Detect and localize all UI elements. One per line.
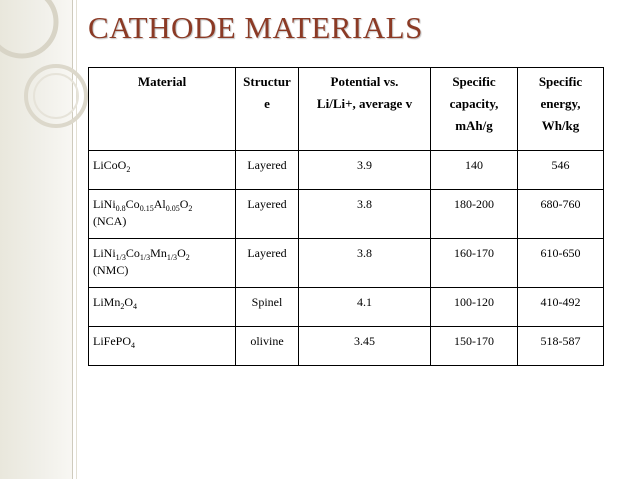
header-capacity-line2: capacity, bbox=[449, 96, 499, 111]
formula-part: Co bbox=[125, 197, 140, 211]
header-structure bbox=[236, 68, 299, 151]
cell-structure: Spinel bbox=[236, 288, 299, 327]
material-note: (NMC) bbox=[93, 263, 129, 277]
formula-part: O bbox=[177, 246, 186, 260]
formula-subscript: 4 bbox=[133, 302, 138, 311]
cell-material bbox=[89, 288, 236, 327]
header-capacity-line1: Specific bbox=[452, 74, 496, 89]
table-row bbox=[89, 327, 604, 366]
table-row bbox=[89, 190, 604, 239]
formula-part: O bbox=[179, 197, 189, 211]
cell-energy: 610-650 bbox=[518, 239, 604, 288]
ring-inner bbox=[34, 74, 78, 118]
table-header-row bbox=[89, 68, 604, 151]
cell-potential: 3.45 bbox=[299, 327, 431, 366]
formula-part: LiNi bbox=[93, 246, 116, 260]
formula-subscript: 4 bbox=[131, 341, 136, 350]
header-energy bbox=[518, 68, 604, 151]
table-row bbox=[89, 151, 604, 190]
cell-structure: Layered bbox=[236, 151, 299, 190]
formula-part: LiNi bbox=[93, 197, 116, 211]
formula-part: LiCoO bbox=[93, 158, 127, 172]
formula-subscript: 2 bbox=[188, 204, 193, 213]
header-structure-line1: Structur bbox=[243, 74, 291, 89]
table-row bbox=[89, 239, 604, 288]
formula-part: Co bbox=[125, 246, 140, 260]
header-energy-line1: Specific bbox=[538, 74, 583, 89]
cell-capacity: 150-170 bbox=[431, 327, 518, 366]
cell-material bbox=[89, 239, 236, 288]
cell-material bbox=[89, 190, 236, 239]
formula-part: Al bbox=[153, 197, 166, 211]
formula-subscript: 1/3 bbox=[139, 253, 151, 262]
material-note: (NCA) bbox=[93, 214, 127, 228]
header-energy-line3: Wh/kg bbox=[541, 118, 580, 133]
header-material-label: Material bbox=[137, 74, 187, 89]
cell-material bbox=[89, 327, 236, 366]
formula-subscript: 2 bbox=[126, 165, 131, 174]
formula-subscript: 0.15 bbox=[139, 204, 154, 213]
formula-subscript: 0.05 bbox=[165, 204, 180, 213]
cell-capacity: 160-170 bbox=[431, 239, 518, 288]
formula-subscript: 2 bbox=[120, 302, 125, 311]
header-potential-line2: Li/Li+, average v bbox=[316, 96, 413, 111]
cell-potential: 3.9 bbox=[299, 151, 431, 190]
header-capacity bbox=[431, 68, 518, 151]
formula-subscript: 1/3 bbox=[115, 253, 126, 262]
header-structure-line2: e bbox=[264, 96, 270, 111]
header-potential-line1: Potential vs. bbox=[330, 74, 399, 89]
cell-capacity: 180-200 bbox=[431, 190, 518, 239]
header-potential bbox=[299, 68, 431, 151]
cell-structure: olivine bbox=[236, 327, 299, 366]
cell-capacity: 140 bbox=[431, 151, 518, 190]
header-energy-line2: energy, bbox=[540, 96, 581, 111]
formula-subscript: 2 bbox=[185, 253, 190, 262]
cell-potential: 4.1 bbox=[299, 288, 431, 327]
cell-structure: Layered bbox=[236, 239, 299, 288]
cell-potential: 3.8 bbox=[299, 239, 431, 288]
cell-material bbox=[89, 151, 236, 190]
header-material bbox=[89, 68, 236, 151]
formula-part: Mn bbox=[150, 246, 167, 260]
cell-energy: 518-587 bbox=[518, 327, 604, 366]
header-capacity-line3: mAh/g bbox=[455, 118, 493, 133]
cell-capacity: 100-120 bbox=[431, 288, 518, 327]
formula-part: O bbox=[124, 295, 134, 309]
cell-energy: 680-760 bbox=[518, 190, 604, 239]
formula-subscript: 0.8 bbox=[115, 204, 126, 213]
ring-large bbox=[0, 0, 56, 56]
formula-subscript: 1/3 bbox=[166, 253, 178, 262]
formula-part: LiFePO bbox=[93, 334, 132, 348]
cell-energy: 410-492 bbox=[518, 288, 604, 327]
cathode-materials-table bbox=[88, 67, 604, 366]
slide-title: CATHODE MATERIALS bbox=[88, 10, 423, 45]
cell-structure: Layered bbox=[236, 190, 299, 239]
cell-potential: 3.8 bbox=[299, 190, 431, 239]
formula-part: LiMn bbox=[93, 295, 121, 309]
table-row bbox=[89, 288, 604, 327]
cell-energy: 546 bbox=[518, 151, 604, 190]
